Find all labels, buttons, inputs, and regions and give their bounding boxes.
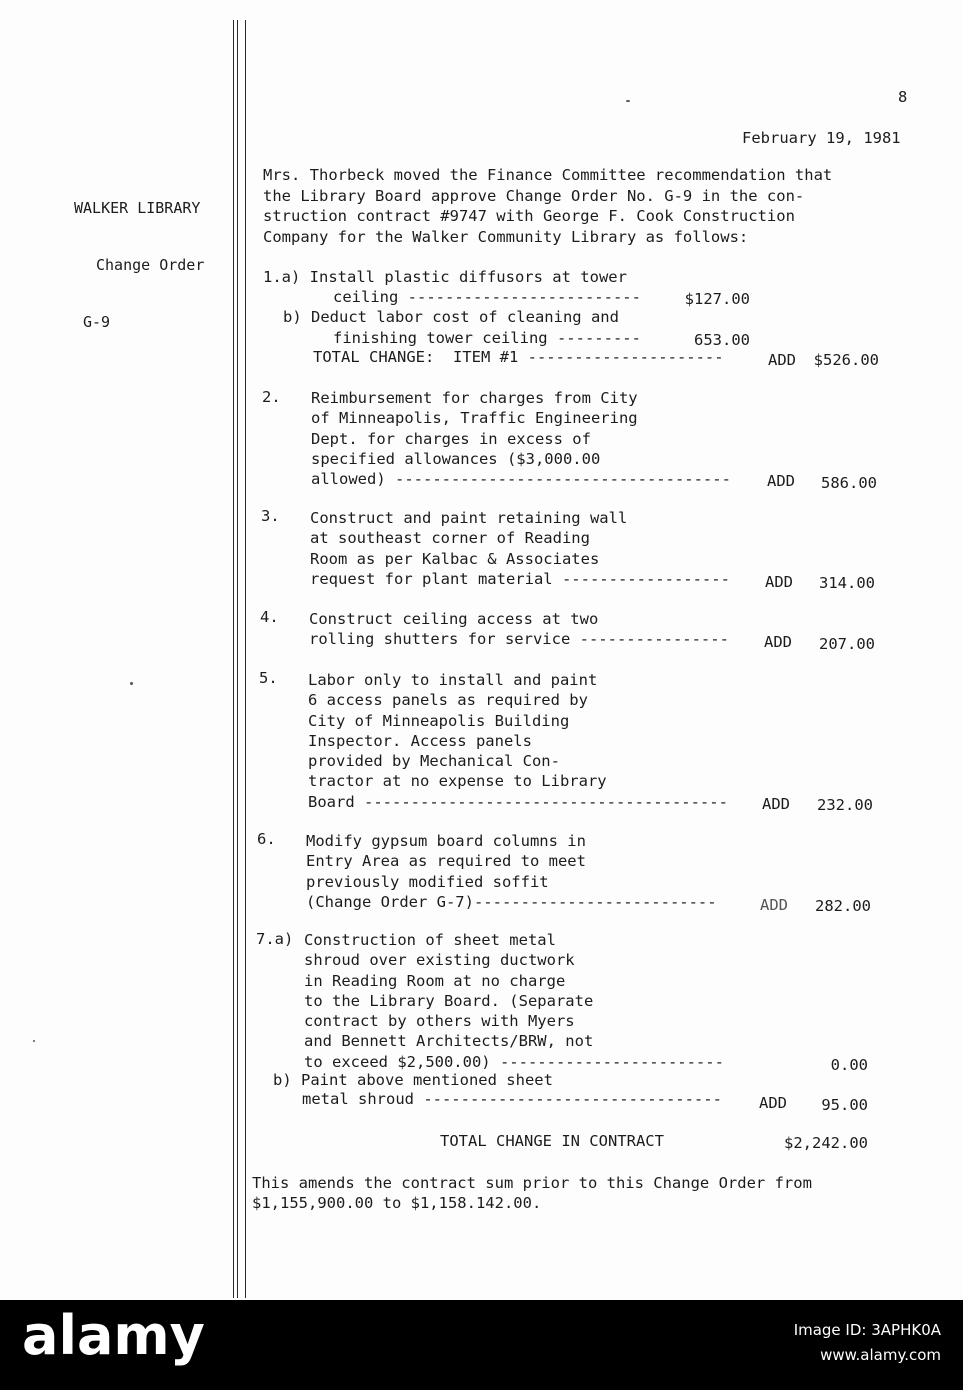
item-1a-amount: $127.00 <box>684 290 750 308</box>
item-1a-line1: 1.a) Install plastic diffusors at tower <box>263 268 627 286</box>
scan-speck <box>33 1040 35 1042</box>
item-1-total-line: TOTAL CHANGE: ITEM #1 --------------------- <box>313 348 724 366</box>
item-3-number: 3. <box>261 507 280 525</box>
item-5-add: ADD <box>762 795 790 813</box>
margin-rule-left <box>233 20 234 1298</box>
item-1b-amount: 653.00 <box>694 331 750 349</box>
document-date: February 19, 1981 <box>742 129 901 147</box>
item-7a-text: Construction of sheet metal shroud over existing ductwork in Reading Room at no charge to the Library Board. (Separate contract by others with Myers and Bennett Architects/BRW, not to exceed $2,500.00) ------------------------ <box>304 931 724 1071</box>
item-6-text: Modify gypsum board columns in Entry Area as required to meet previously modified soffit (Change Order G-7)-------------------------- <box>306 832 717 911</box>
item-1a-line2: ceiling ------------------------- <box>333 288 641 306</box>
item-4-number: 4. <box>260 608 279 626</box>
item-3-text: Construct and paint retaining wall at southeast corner of Reading Room as per Kalbac & Associates request for plant material ------------------ <box>310 509 730 588</box>
item-4-amount: 207.00 <box>819 635 875 653</box>
item-5-amount: 232.00 <box>817 796 873 814</box>
sidebar-code: G-9 <box>83 313 111 331</box>
item-5-number: 5. <box>259 669 278 687</box>
scan-speck <box>130 682 133 685</box>
margin-rule-right <box>245 20 246 1298</box>
sidebar-title: WALKER LIBRARY <box>74 199 201 217</box>
margin-rule-mid <box>237 20 238 1298</box>
item-6-number: 6. <box>257 830 276 848</box>
item-3-add: ADD <box>765 573 793 591</box>
item-3-amount: 314.00 <box>819 574 875 592</box>
item-7b-line2: metal shroud -------------------------------- <box>302 1090 722 1108</box>
intro-paragraph: Mrs. Thorbeck moved the Finance Committee recommendation that the Library Board approve Change Order No. G-9 in the con- struction contract #9747 with George F. Cook Construction Company for the Walker Community Library as follows: <box>263 166 833 246</box>
item-7b-add: ADD <box>759 1094 787 1112</box>
item-1b-line2: finishing tower ceiling --------- <box>333 329 641 347</box>
item-7a-amount: 0.00 <box>830 1056 868 1074</box>
sidebar-heading <box>74 161 204 351</box>
closing-paragraph: This amends the contract sum prior to this Change Order from $1,155,900.00 to $1,158.142.00. <box>252 1174 812 1212</box>
item-2-amount: 586.00 <box>821 474 877 492</box>
alamy-logo: alamy <box>22 1304 205 1367</box>
item-4-add: ADD <box>764 633 792 651</box>
item-2-add: ADD <box>767 472 795 490</box>
item-7b-amount: 95.00 <box>821 1096 868 1114</box>
total-change-label: TOTAL CHANGE IN CONTRACT <box>440 1132 664 1150</box>
sidebar-subtitle: Change Order <box>96 256 205 274</box>
item-6-amount: 282.00 <box>815 897 871 915</box>
item-1-total-add: ADD <box>768 351 796 369</box>
scan-speck <box>626 100 630 102</box>
item-7a-number: 7.a) <box>256 930 294 948</box>
item-1-total-amount: $526.00 <box>813 351 879 369</box>
item-2-text: Reimbursement for charges from City of Minneapolis, Traffic Engineering Dept. for charges in excess of specified allowances ($3,000.00 allowed) ------------------------------------ <box>311 389 731 489</box>
source-url: www.alamy.com <box>820 1346 941 1364</box>
item-5-text: Labor only to install and paint 6 access panels as required by City of Minneapolis Building Inspector. Access panels provided by Mechanical Con- tractor at no expense to Library Board --------------------------------------- <box>308 671 728 811</box>
item-7b-line1: b) Paint above mentioned sheet <box>273 1071 553 1089</box>
item-2-number: 2. <box>262 388 281 406</box>
item-4-text: Construct ceiling access at two rolling shutters for service ---------------- <box>309 610 729 649</box>
page-number: 8 <box>898 88 908 106</box>
item-6-add: ADD <box>760 896 788 914</box>
total-change-amount: $2,242.00 <box>784 1134 868 1152</box>
image-id-label: Image ID: 3APHK0A <box>793 1321 941 1339</box>
item-1b-line1: b) Deduct labor cost of cleaning and <box>283 308 619 326</box>
